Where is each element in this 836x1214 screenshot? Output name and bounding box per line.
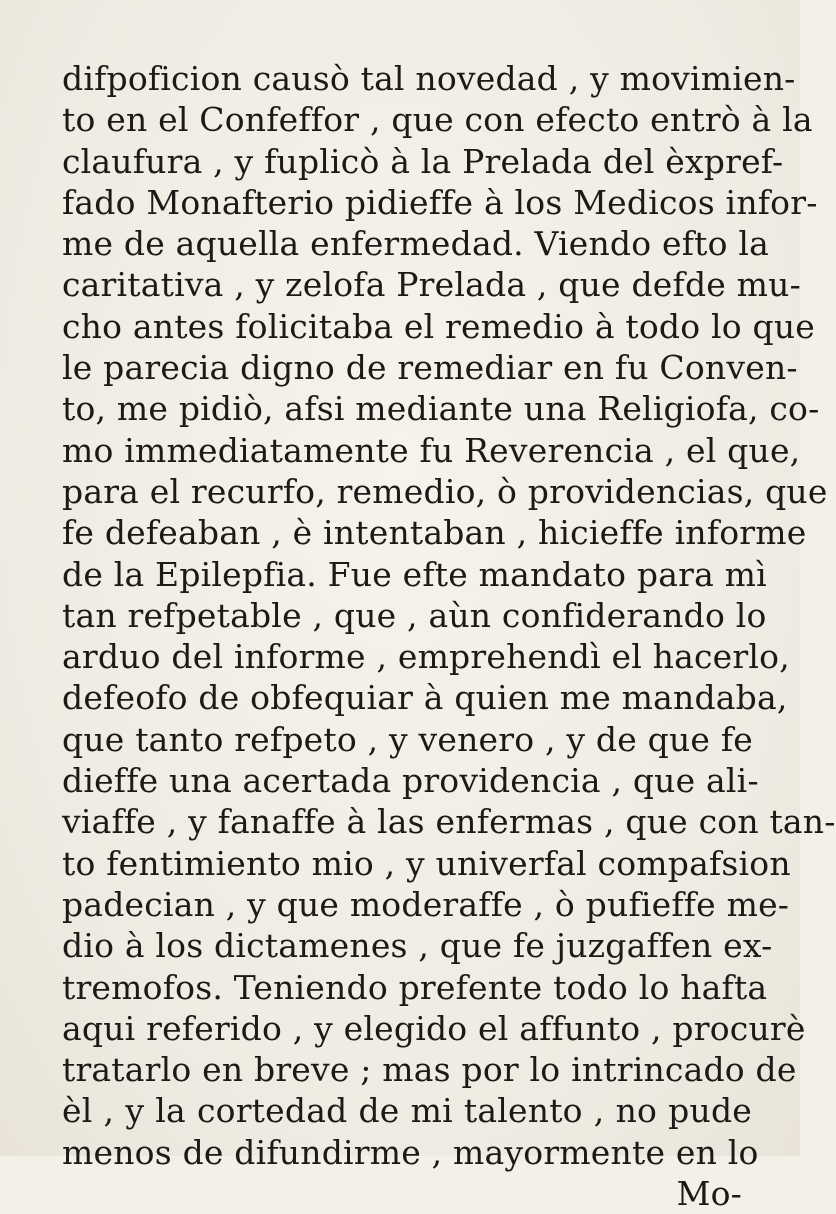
text-line: de la Epilepfia. Fue efte mandato para mì xyxy=(62,554,767,594)
text-line: claufura , y fuplicò à la Prelada del èxpref- xyxy=(62,141,784,181)
text-line: mo immediatamente fu Reverencia , el que, xyxy=(62,430,801,470)
text-line: caritativa , y zelofa Prelada , que defde mu- xyxy=(62,265,801,305)
text-line: dio à los dictamenes , que fe juzgaffen ex- xyxy=(62,926,773,966)
text-line: to, me pidiò, afsi mediante una Religiofa, co- xyxy=(62,389,820,429)
text-line: menos de difundirme , mayormente en lo xyxy=(62,1132,759,1172)
text-line: èl , y la cortedad de mi talento , no pude xyxy=(62,1091,752,1131)
text-line: tremofos. Teniendo prefente todo lo hafta xyxy=(62,967,768,1007)
text-line: le parecia digno de remediar en fu Conven- xyxy=(62,348,798,388)
text-line: padecian , y que moderaffe , ò pufieffe me- xyxy=(62,884,790,924)
text-line: fado Monafterio pidieffe à los Medicos infor- xyxy=(62,182,818,222)
text-line: aqui referido , y elegido el affunto , procurè xyxy=(62,1008,806,1048)
text-line: difpoficion causò tal novedad , y movimien- xyxy=(62,59,796,98)
text-line: cho antes folicitaba el remedio à todo lo que xyxy=(62,306,816,346)
text-line: fe defeaban , è intentaban , hicieffe informe xyxy=(62,513,807,553)
text-line: defeofo de obfequiar à quien me mandaba, xyxy=(62,678,788,718)
text-line: viaffe , y fanaffe à las enfermas , que con tan- xyxy=(62,802,836,842)
text-line: to en el Confeffor , que con efecto entrò à la xyxy=(62,100,813,140)
body-text xyxy=(62,58,836,1214)
text-line: para el recurfo, remedio, ò providencias, que xyxy=(62,471,828,511)
text-line: to fentimiento mio , y univerfal compafsion xyxy=(62,843,791,883)
text-line: tratarlo en breve ; mas por lo intrincado de xyxy=(62,1050,797,1090)
text-line: arduo del informe , emprehendì el hacerlo, xyxy=(62,637,790,677)
text-line: que tanto refpeto , y venero , y de que fe xyxy=(62,719,753,759)
catchword: Mo- xyxy=(676,1174,742,1214)
text-line: me de aquella enfermedad. Viendo efto la xyxy=(62,224,769,264)
text-line: dieffe una acertada providencia , que ali- xyxy=(62,761,759,801)
text-line: tan refpetable , que , aùn confiderando lo xyxy=(62,595,767,635)
